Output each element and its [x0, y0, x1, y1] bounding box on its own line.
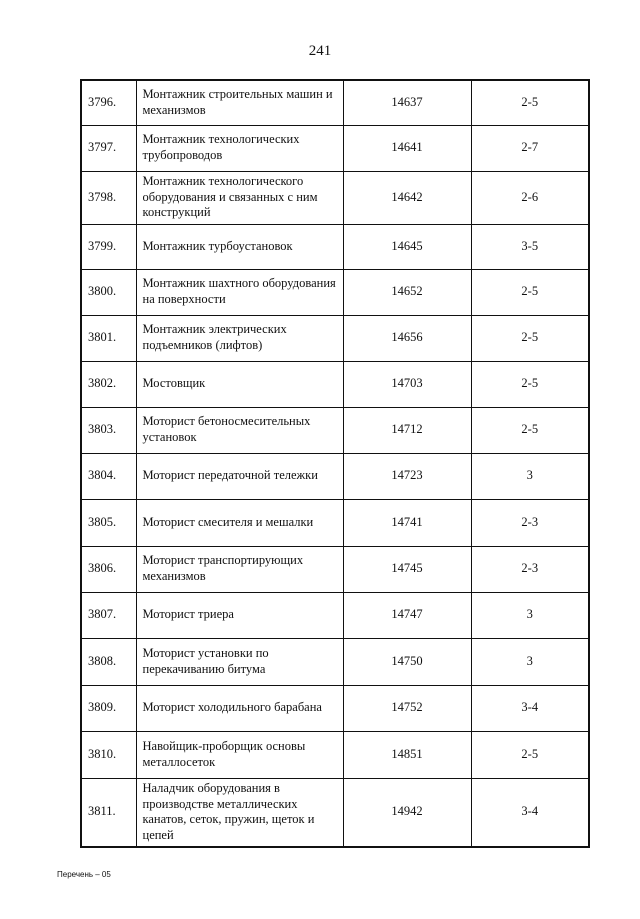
row-number: 3809.	[81, 685, 136, 731]
table-row	[81, 685, 589, 731]
table-row	[81, 407, 589, 453]
row-number: 3811.	[81, 778, 136, 847]
profession-code: 14641	[343, 125, 471, 171]
table-row	[81, 269, 589, 315]
table-row	[81, 171, 589, 224]
profession-name: Моторист установки по перекачиванию битума	[136, 638, 343, 685]
profession-name: Монтажник электрических подъемников (лифтов)	[136, 315, 343, 361]
profession-code: 14637	[343, 80, 471, 125]
row-number: 3810.	[81, 731, 136, 778]
profession-code: 14656	[343, 315, 471, 361]
row-number: 3805.	[81, 499, 136, 546]
table-row	[81, 638, 589, 685]
table-row	[81, 80, 589, 125]
profession-name: Моторист триера	[136, 592, 343, 638]
grade-range: 3-4	[471, 685, 589, 731]
row-number: 3807.	[81, 592, 136, 638]
grade-range: 2-3	[471, 499, 589, 546]
profession-code: 14741	[343, 499, 471, 546]
profession-code: 14851	[343, 731, 471, 778]
grade-range: 2-5	[471, 407, 589, 453]
grade-range: 3	[471, 592, 589, 638]
profession-code: 14703	[343, 361, 471, 407]
profession-name: Монтажник шахтного оборудования на поверхности	[136, 269, 343, 315]
grade-range: 3	[471, 453, 589, 499]
profession-table	[80, 79, 590, 848]
profession-name: Моторист транспортирующих механизмов	[136, 546, 343, 592]
row-number: 3806.	[81, 546, 136, 592]
grade-range: 3-4	[471, 778, 589, 847]
grade-range: 2-5	[471, 80, 589, 125]
row-number: 3800.	[81, 269, 136, 315]
row-number: 3804.	[81, 453, 136, 499]
row-number: 3808.	[81, 638, 136, 685]
table-row	[81, 592, 589, 638]
profession-name: Монтажник технологических трубопроводов	[136, 125, 343, 171]
grade-range: 2-6	[471, 171, 589, 224]
table-row	[81, 224, 589, 269]
profession-name: Навойщик-проборщик основы металлосеток	[136, 731, 343, 778]
table-row	[81, 315, 589, 361]
profession-name: Моторист бетоносмесительных установок	[136, 407, 343, 453]
profession-code: 14752	[343, 685, 471, 731]
profession-code: 14750	[343, 638, 471, 685]
profession-name: Наладчик оборудования в производстве металлических канатов, сеток, пружин, щеток и цепей	[136, 778, 343, 847]
profession-code: 14652	[343, 269, 471, 315]
profession-code: 14745	[343, 546, 471, 592]
profession-code: 14747	[343, 592, 471, 638]
table-row	[81, 731, 589, 778]
grade-range: 2-3	[471, 546, 589, 592]
row-number: 3803.	[81, 407, 136, 453]
profession-name: Монтажник турбоустановок	[136, 224, 343, 269]
table-row	[81, 778, 589, 847]
table-row	[81, 125, 589, 171]
grade-range: 2-5	[471, 361, 589, 407]
page-number: 241	[308, 43, 332, 59]
profession-code: 14642	[343, 171, 471, 224]
table-row	[81, 453, 589, 499]
row-number: 3801.	[81, 315, 136, 361]
row-number: 3799.	[81, 224, 136, 269]
footer-note: Перечень – 05	[57, 870, 111, 879]
grade-range: 3-5	[471, 224, 589, 269]
table-row	[81, 546, 589, 592]
profession-code: 14942	[343, 778, 471, 847]
grade-range: 2-5	[471, 731, 589, 778]
row-number: 3798.	[81, 171, 136, 224]
profession-code: 14645	[343, 224, 471, 269]
table-row	[81, 361, 589, 407]
grade-range: 2-7	[471, 125, 589, 171]
profession-name: Мостовщик	[136, 361, 343, 407]
profession-name: Моторист передаточной тележки	[136, 453, 343, 499]
grade-range: 2-5	[471, 269, 589, 315]
profession-code: 14712	[343, 407, 471, 453]
profession-name: Монтажник строительных машин и механизмов	[136, 80, 343, 125]
row-number: 3797.	[81, 125, 136, 171]
row-number: 3802.	[81, 361, 136, 407]
row-number: 3796.	[81, 80, 136, 125]
grade-range: 3	[471, 638, 589, 685]
table-row	[81, 499, 589, 546]
grade-range: 2-5	[471, 315, 589, 361]
profession-name: Моторист смесителя и мешалки	[136, 499, 343, 546]
profession-name: Моторист холодильного барабана	[136, 685, 343, 731]
profession-code: 14723	[343, 453, 471, 499]
profession-name: Монтажник технологического оборудования и связанных с ним конструкций	[136, 171, 343, 224]
